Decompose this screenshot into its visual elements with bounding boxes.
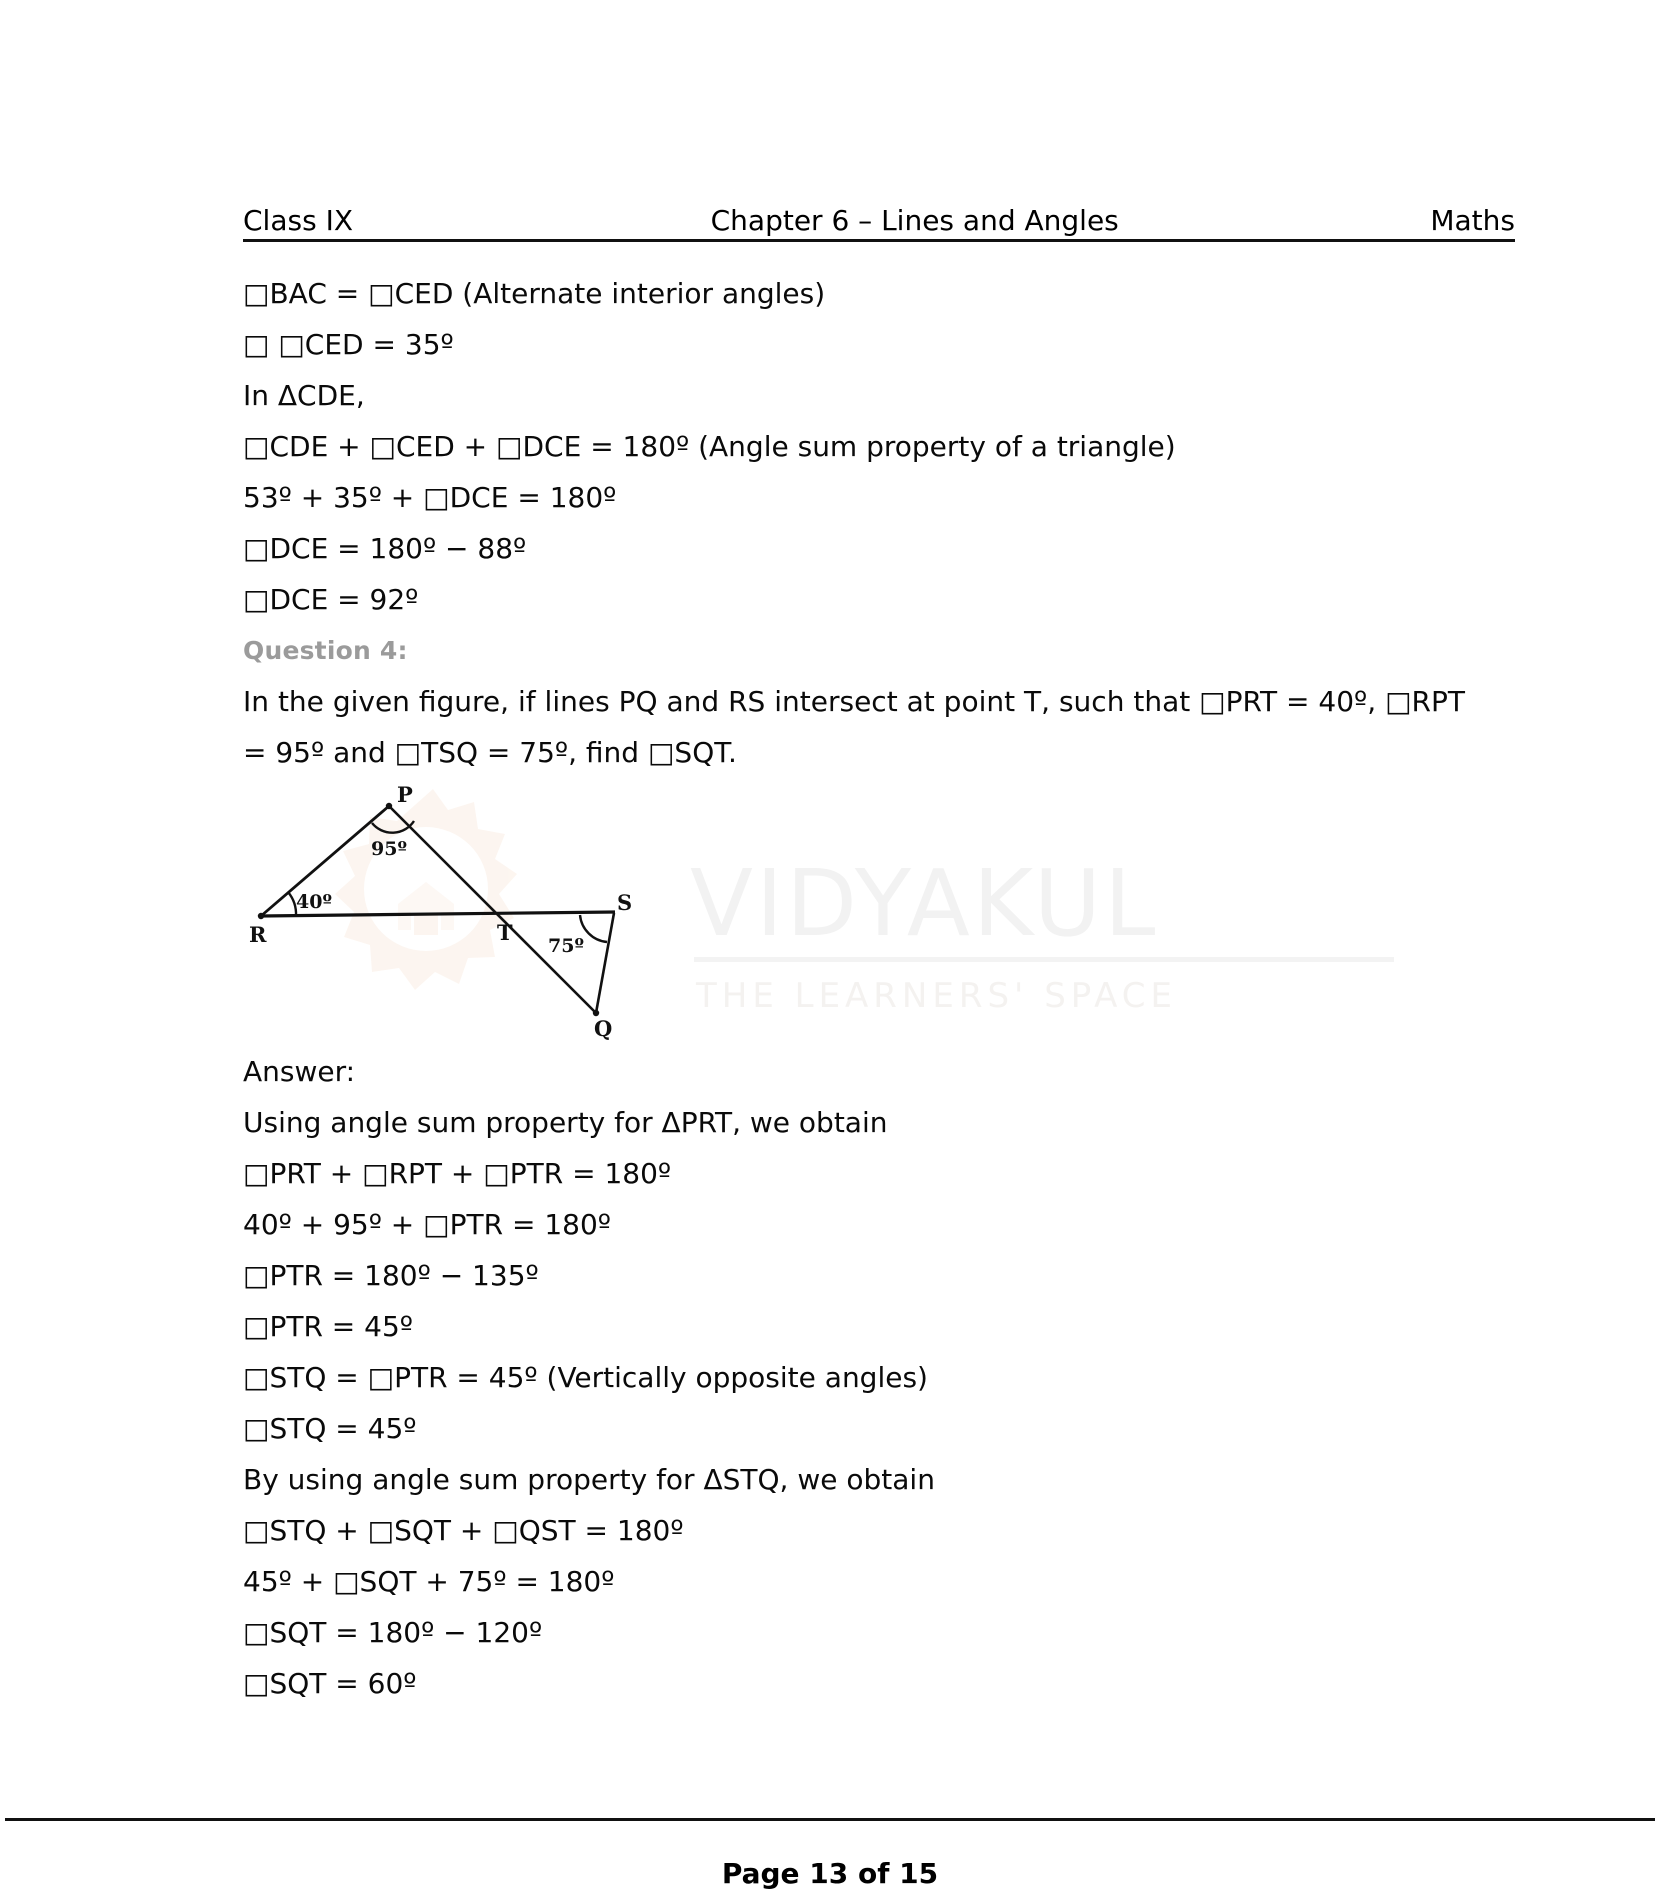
page-content: [243, 268, 1465, 1709]
answer-line: □PTR = 180º − 135º: [243, 1259, 539, 1292]
vertex-label-S: S: [617, 890, 633, 915]
lines-and-angles-diagram: [243, 784, 673, 1046]
angle-label-S: 75º: [548, 935, 584, 957]
solution-line: □CDE + □CED + □DCE = 180º (Angle sum property of a triangle): [243, 430, 1176, 463]
solution-line: □ □CED = 35º: [243, 328, 454, 361]
question-text: In the given figure, if lines PQ and RS intersect at point T, such that □PRT = 40º, □RPT = 95º and □TSQ = 75º, find □SQT.: [243, 685, 1465, 769]
page-number: Page 13 of 15: [721, 1857, 939, 1890]
solution-line: □DCE = 92º: [243, 583, 419, 616]
starburst-decoration: [335, 789, 517, 990]
vertex-label-Q: Q: [594, 1016, 613, 1041]
vertex-dot-P: [386, 803, 392, 809]
angle-arc-S: [580, 915, 607, 942]
answer-line: By using angle sum property for ΔSTQ, we obtain: [243, 1463, 935, 1496]
watermark-brand: VIDYAKUL: [690, 850, 1159, 957]
angle-arc-R: [288, 892, 296, 916]
question-heading: Question 4:: [243, 636, 408, 665]
vertex-label-P: P: [397, 784, 413, 807]
header-chapter: Chapter 6 – Lines and Angles: [710, 204, 1119, 237]
answer-line: □STQ = 45º: [243, 1412, 417, 1445]
solution-line: In ΔCDE,: [243, 379, 365, 412]
angle-label-P: 95º: [371, 838, 407, 860]
header-subject: Maths: [1430, 204, 1515, 237]
geometry-figure: [243, 784, 1465, 1046]
solution-line: □BAC = □CED (Alternate interior angles): [243, 277, 826, 310]
answer-line: □SQT = 180º − 120º: [243, 1616, 543, 1649]
answer-line: □PTR = 45º: [243, 1310, 413, 1343]
answer-line: 40º + 95º + □PTR = 180º: [243, 1208, 611, 1241]
answer-line: 45º + □SQT + 75º = 180º: [243, 1565, 615, 1598]
header-class: Class IX: [243, 204, 354, 237]
answer-line: □STQ + □SQT + □QST = 180º: [243, 1514, 684, 1547]
answer-line: □STQ = □PTR = 45º (Vertically opposite angles): [243, 1361, 928, 1394]
segment-SQ: [596, 913, 614, 1013]
watermark-tagline: THE LEARNERS' SPACE: [696, 976, 1178, 1017]
solution-line: □DCE = 180º − 88º: [243, 532, 527, 565]
vertex-label-R: R: [249, 922, 267, 947]
vertex-dot-R: [258, 913, 264, 919]
solution-line: 53º + 35º + □DCE = 180º: [243, 481, 617, 514]
answer-line: □SQT = 60º: [243, 1667, 417, 1700]
vertex-label-T: T: [497, 920, 513, 945]
answer-label: Answer:: [243, 1055, 356, 1088]
page-header: [243, 198, 1515, 242]
answer-line: □PRT + □RPT + □PTR = 180º: [243, 1157, 672, 1190]
answer-line: Using angle sum property for ΔPRT, we obtain: [243, 1106, 888, 1139]
page-footer: [5, 1818, 1655, 1890]
angle-label-R: 40º: [296, 891, 332, 913]
